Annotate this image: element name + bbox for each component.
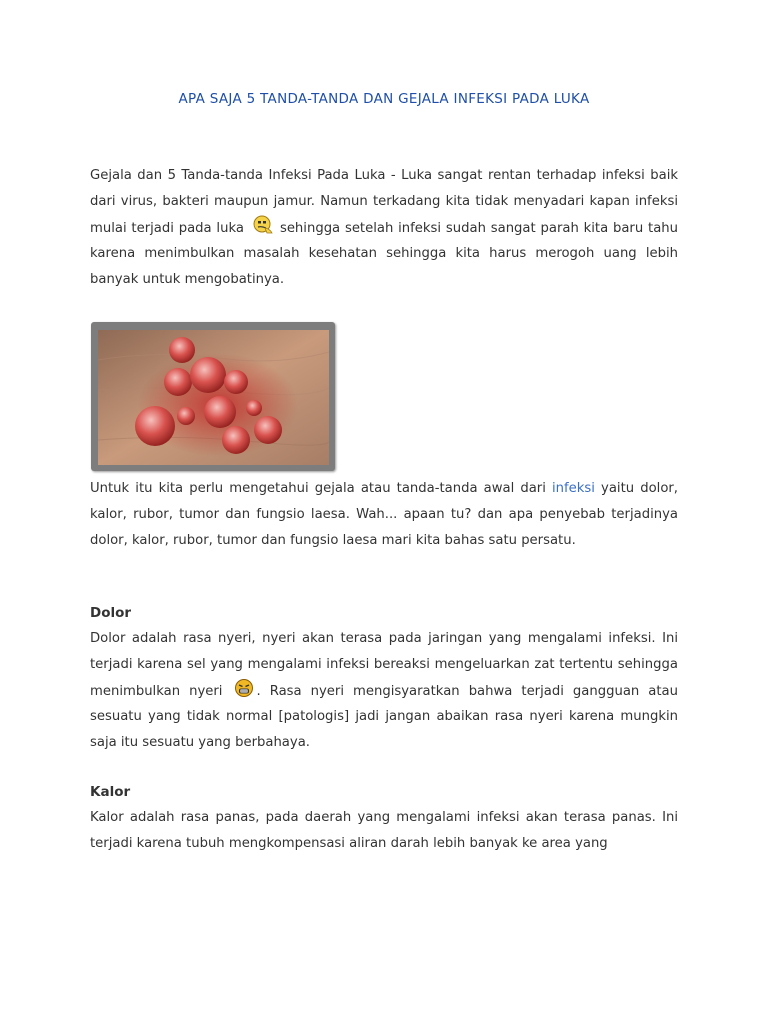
infeksi-link[interactable]: infeksi [551, 481, 595, 496]
thinking-smiley-icon [252, 215, 274, 235]
dolor-paragraph [90, 626, 678, 756]
intro-text-part1: Gejala dan 5 Tanda-tanda Infeksi Pada Luka - Luka sangat rentan terhadap infeksi baik dari virus, bakteri maupun jamur. Namun terkadang kita tidak menyadari kapan infeksi mulai terjadi pada luka [90, 168, 678, 236]
symptoms-intro-paragraph [90, 476, 678, 553]
dolor-text-part1: Dolor adalah rasa nyeri, nyeri akan terasa pada jaringan yang mengalami infeksi. Ini terjadi karena sel yang mengalami infeksi bereaksi mengeluarkan zat tertentu sehingga menimbulkan nyeri [90, 631, 678, 699]
kalor-paragraph: Kalor adalah rasa panas, pada daerah yang mengalami infeksi akan terasa panas. Ini terjadi karena tubuh mengkompensasi aliran darah lebih banyak ke area yang [90, 810, 678, 851]
dolor-heading: Dolor [90, 605, 132, 621]
wound-photo-frame [91, 322, 335, 471]
intro-text-part2: sehingga setelah infeksi sudah sangat parah kita baru tahu karena menimbulkan masalah kesehatan sehingga kita harus merogoh uang lebih banyak untuk mengobatinya. [90, 220, 678, 288]
intro-paragraph [90, 163, 678, 293]
infected-wound-photo [98, 330, 329, 465]
kalor-heading: Kalor [90, 784, 131, 800]
para2-text-part2: yaitu dolor, kalor, rubor, tumor dan fungsio laesa. Wah... apaan tu? dan apa penyebab terjadinya dolor, kalor, rubor, tumor dan fungsio laesa mari kita bahas satu persatu. [90, 481, 678, 548]
page-title: APA SAJA 5 TANDA-TANDA DAN GEJALA INFEKSI PADA LUKA [178, 91, 590, 107]
para2-text-part1: Untuk itu kita perlu mengetahui gejala atau tanda-tanda awal dari [90, 481, 552, 496]
dolor-text-part2: . Rasa nyeri mengisyaratkan bahwa terjadi gangguan atau sesuatu yang tidak normal [patologis] jadi jangan abaikan rasa nyeri karena mungkin saja itu sesuatu yang berbahaya. [90, 683, 678, 751]
pain-smiley-icon [234, 678, 254, 698]
